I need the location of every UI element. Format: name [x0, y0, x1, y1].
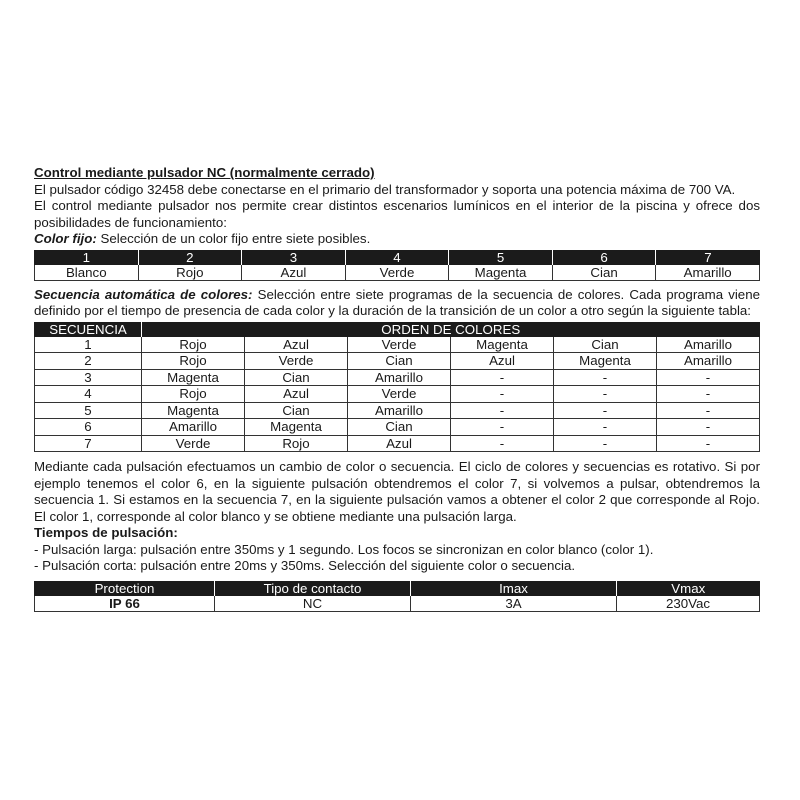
- protection-header-cell: Protection: [35, 581, 215, 596]
- tiempo-larga: - Pulsación larga: pulsación entre 350ms y 1 segundo. Los focos se sincronizan en color blanco (color 1).: [34, 541, 654, 557]
- color-name-cell: Azul: [242, 265, 346, 281]
- color-order-cell: Verde: [348, 337, 451, 353]
- explanation-paragraph: Mediante cada pulsación efectuamos un cambio de color o secuencia. El ciclo de colores y secuencias es rotativo. Si por ejemplo tenemos el color 6, en la siguiente pulsación obtendremos el color 7, si volvemos a pulsar, obtendremos la secuencia 1. Si estamos en la secuencia 7, en la siguiente pulsación vamos a obtener el color 2 que corresponde al Rojo. El color 1, corresponde al color blanco y se obtiene mediante una pulsación larga.: [34, 459, 760, 524]
- secuencia-table: [34, 322, 760, 453]
- intro-paragraph-1: El pulsador código 32458 debe conectarse en el primario del transformador y soporta una potencia máxima de 700 VA.: [34, 181, 736, 197]
- color-order-cell: Rojo: [142, 386, 245, 403]
- color-order-cell: -: [657, 386, 760, 403]
- color-number-header: 3: [242, 250, 346, 265]
- color-order-cell: Azul: [245, 337, 348, 353]
- color-order-cell: -: [554, 369, 657, 386]
- intro-paragraph-2: El control mediante pulsador nos permite crear distintos escenarios lumínicos en el interior de la piscina y ofrece dos posibilidades de funcionamiento:: [34, 198, 760, 230]
- color-order-cell: -: [451, 369, 554, 386]
- color-name-cell: Cian: [552, 265, 656, 281]
- color-number-header: 5: [449, 250, 553, 265]
- secuencia-label: Secuencia automática de colores:: [34, 286, 253, 302]
- color-order-cell: Rojo: [142, 353, 245, 370]
- secuencia-number-cell: 7: [35, 435, 142, 452]
- color-fijo-label: Color fijo:: [34, 231, 97, 246]
- color-order-cell: Magenta: [451, 337, 554, 353]
- secuencia-row: [35, 337, 760, 353]
- secuencia-row: [35, 369, 760, 386]
- color-order-cell: Cian: [245, 369, 348, 386]
- secuencia-number-cell: 4: [35, 386, 142, 403]
- color-order-cell: Verde: [245, 353, 348, 370]
- secuencia-number-cell: 6: [35, 419, 142, 436]
- color-order-cell: Azul: [348, 435, 451, 452]
- color-number-header: 2: [138, 250, 242, 265]
- secuencia-row: [35, 435, 760, 452]
- color-number-header: 7: [656, 250, 760, 265]
- color-order-cell: Cian: [348, 353, 451, 370]
- orden-colores-header: ORDEN DE COLORES: [142, 322, 760, 337]
- color-order-cell: -: [554, 402, 657, 419]
- secuencia-number-cell: 2: [35, 353, 142, 370]
- color-order-cell: Amarillo: [142, 419, 245, 436]
- protection-table: [34, 581, 760, 612]
- color-order-cell: Amarillo: [348, 402, 451, 419]
- color-order-cell: -: [451, 435, 554, 452]
- color-order-cell: Cian: [245, 402, 348, 419]
- color-order-cell: -: [554, 419, 657, 436]
- protection-value-cell: 3A: [411, 596, 617, 612]
- color-order-cell: Azul: [451, 353, 554, 370]
- color-order-cell: Rojo: [245, 435, 348, 452]
- protection-header-cell: Imax: [411, 581, 617, 596]
- color-name-cell: Magenta: [449, 265, 553, 281]
- color-fijo-table: [34, 250, 760, 281]
- color-order-cell: Magenta: [245, 419, 348, 436]
- color-order-cell: Azul: [245, 386, 348, 403]
- protection-header-cell: Vmax: [617, 581, 760, 596]
- protection-value-cell: 230Vac: [617, 596, 760, 612]
- color-order-cell: Cian: [554, 337, 657, 353]
- color-order-cell: Verde: [348, 386, 451, 403]
- color-name-cell: Verde: [345, 265, 449, 281]
- color-number-header: 6: [552, 250, 656, 265]
- document-body: [34, 165, 760, 612]
- color-order-cell: -: [451, 386, 554, 403]
- secuencia-number-cell: 1: [35, 337, 142, 353]
- color-order-cell: -: [657, 402, 760, 419]
- color-fijo-line: [34, 231, 760, 248]
- color-order-cell: -: [451, 402, 554, 419]
- color-order-cell: Verde: [142, 435, 245, 452]
- section-title: Control mediante pulsador NC (normalmente cerrado): [34, 165, 375, 180]
- color-order-cell: -: [554, 435, 657, 452]
- color-number-header: 4: [345, 250, 449, 265]
- color-order-cell: Amarillo: [657, 353, 760, 370]
- color-order-cell: Magenta: [142, 369, 245, 386]
- color-order-cell: -: [554, 386, 657, 403]
- secuencia-number-cell: 5: [35, 402, 142, 419]
- color-name-cell: Amarillo: [656, 265, 760, 281]
- protection-value-cell: IP 66: [35, 596, 215, 612]
- secuencia-row: [35, 353, 760, 370]
- secuencia-header: SECUENCIA: [35, 322, 142, 337]
- secuencia-row: [35, 402, 760, 419]
- color-order-cell: -: [657, 369, 760, 386]
- color-order-cell: -: [451, 419, 554, 436]
- color-fijo-text: Selección de un color fijo entre siete posibles.: [96, 231, 371, 246]
- color-order-cell: -: [657, 419, 760, 436]
- color-order-cell: Rojo: [142, 337, 245, 353]
- tiempo-corta: - Pulsación corta: pulsación entre 20ms y 350ms. Selección del siguiente color o secuencia.: [34, 558, 576, 573]
- tiempos-title: Tiempos de pulsación:: [34, 525, 178, 540]
- color-order-cell: Amarillo: [348, 369, 451, 386]
- secuencia-text: Selección entre siete programas de la secuencia de colores. Cada programa viene definido por el tiempo de presencia de cada color y la duración de la transición de un color a otro según la siguiente tabla:: [34, 286, 760, 318]
- color-order-cell: Magenta: [142, 402, 245, 419]
- color-order-cell: Amarillo: [657, 337, 760, 353]
- secuencia-paragraph: [34, 287, 760, 320]
- color-order-cell: -: [657, 435, 760, 452]
- color-name-cell: Blanco: [35, 265, 139, 281]
- protection-header-cell: Tipo de contacto: [215, 581, 411, 596]
- secuencia-number-cell: 3: [35, 369, 142, 386]
- secuencia-row: [35, 386, 760, 403]
- color-order-cell: Magenta: [554, 353, 657, 370]
- secuencia-row: [35, 419, 760, 436]
- protection-value-cell: NC: [215, 596, 411, 612]
- color-name-cell: Rojo: [138, 265, 242, 281]
- color-number-header: 1: [35, 250, 139, 265]
- color-order-cell: Cian: [348, 419, 451, 436]
